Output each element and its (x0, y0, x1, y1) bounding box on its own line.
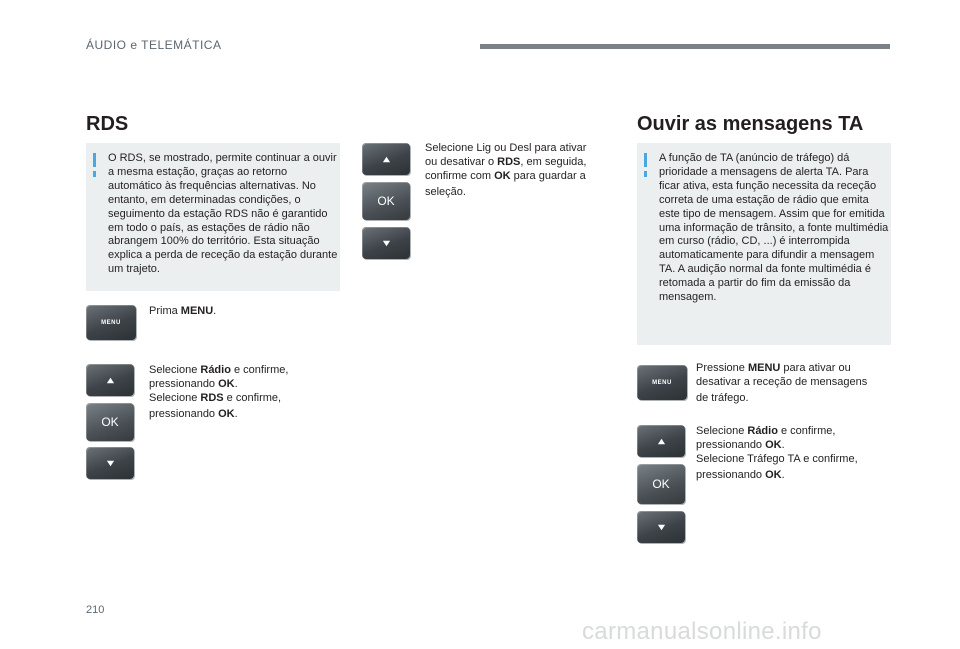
down-arrow-button[interactable] (637, 511, 685, 543)
watermark: carmanualsonline.info (582, 618, 822, 645)
up-arrow-icon (657, 437, 666, 446)
down-arrow-icon (106, 459, 115, 468)
down-arrow-icon (382, 239, 391, 248)
down-arrow-button[interactable] (362, 227, 410, 259)
up-arrow-button[interactable] (362, 143, 410, 175)
info-accent (644, 153, 647, 167)
rds-info-text: O RDS, se mostrado, permite continuar a ouvir a mesma estação, graças ao retorno automático às frequências alternativas. No entanto, em determinadas condições, o seguimento da estação RDS não é garantido em todo o país, as estações de rádio não abrangem 100% do território. Esta situação explica a perda de receção da estação durante um trajeto. (108, 152, 338, 276)
up-arrow-icon (382, 155, 391, 164)
ta-heading: Ouvir as mensagens TA (637, 113, 864, 135)
header-title: ÁUDIO e TELEMÁTICA (86, 38, 222, 52)
up-arrow-icon (106, 376, 115, 385)
rds-step2-text: Selecione Rádio e confirme, pressionando OK. Selecione RDS e confirme, pressionando OK. (149, 364, 289, 420)
down-arrow-button[interactable] (86, 447, 134, 479)
ta-info-text: A função de TA (anúncio de tráfego) dá prioridade a mensagens de alerta TA. Para ficar ativa, esta função necessita da receção correta de uma estação de rádio que emita este tipo de mensagem. Assim que for emitida uma informação de trânsito, a fonte multimédia em curso (rádio, CD, ...) é interrompida automaticamente para difundir a mensagem TA. A audição normal da fonte multimédia é retomada a partir do fim da emissão da mensagem. (659, 152, 889, 304)
info-accent (93, 153, 96, 167)
ok-button[interactable]: OK (637, 464, 685, 504)
rds-step3-text: Selecione Lig ou Desl para ativar ou desativar o RDS, em seguida, confirme com OK para guardar a seleção. (425, 142, 587, 198)
page-number: 210 (86, 604, 105, 616)
info-accent-dot (644, 171, 647, 177)
down-arrow-icon (657, 523, 666, 532)
menu-button[interactable]: MENU (86, 305, 136, 340)
up-arrow-button[interactable] (637, 425, 685, 457)
header-bar (480, 44, 890, 49)
ta-info-box (637, 143, 891, 345)
info-accent-dot (93, 171, 96, 177)
rds-heading: RDS (86, 113, 129, 135)
rds-info-box (86, 143, 340, 291)
ta-step2-text: Selecione Rádio e confirme, pressionando OK. Selecione Tráfego TA e confirme, pressionando OK. (696, 425, 858, 481)
ta-step1-text: Pressione MENU para ativar ou desativar a receção de mensagens de tráfego. (696, 362, 868, 404)
ok-button[interactable]: OK (86, 403, 134, 441)
ok-button[interactable]: OK (362, 182, 410, 220)
menu-button[interactable]: MENU (637, 365, 687, 400)
rds-step1-text: Prima MENU. (149, 305, 217, 317)
up-arrow-button[interactable] (86, 364, 134, 396)
